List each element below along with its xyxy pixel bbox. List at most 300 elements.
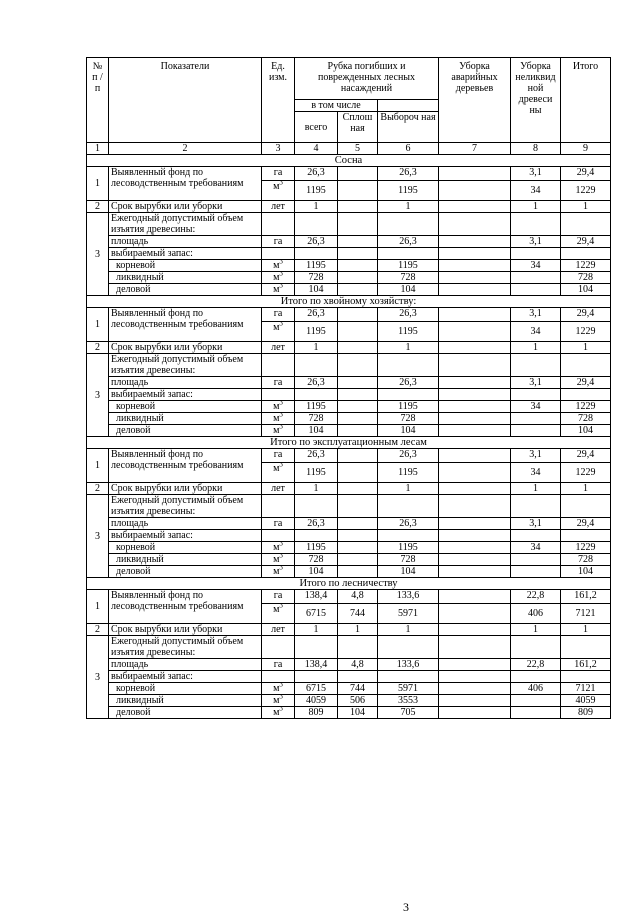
value-cell: 1229	[561, 181, 611, 201]
value-cell: 26,3	[378, 377, 439, 389]
value-cell	[439, 463, 511, 483]
value-cell: 138,4	[295, 659, 338, 671]
empty-cell	[295, 389, 338, 401]
value-cell	[439, 624, 511, 636]
unit-label: м	[273, 425, 280, 436]
empty-cell	[295, 495, 338, 518]
empty-cell	[262, 354, 295, 377]
value-cell: 728	[561, 554, 611, 566]
value-cell	[439, 308, 511, 322]
table-row	[87, 284, 611, 296]
empty-cell	[262, 389, 295, 401]
value-cell	[439, 167, 511, 181]
unit-cell	[262, 401, 295, 413]
section-title-row	[87, 578, 611, 590]
indicator-label: выбираемый запас:	[109, 530, 262, 542]
value-cell: 728	[295, 272, 338, 284]
value-cell: 1195	[378, 181, 439, 201]
empty-cell	[295, 671, 338, 683]
unit-label: га	[273, 449, 283, 460]
document-page	[86, 57, 610, 914]
empty-cell	[439, 636, 511, 659]
value-cell: 104	[378, 425, 439, 437]
value-cell	[338, 260, 378, 272]
table-row	[87, 518, 611, 530]
column-number: 1	[87, 143, 109, 155]
value-cell: 29,4	[561, 518, 611, 530]
value-cell: 34	[511, 260, 561, 272]
indicator-label: корневой	[109, 542, 262, 554]
forest-harvest-table	[86, 57, 611, 719]
indicator-label: Выявленный фонд по лесоводственным требованиям	[109, 308, 262, 342]
value-cell: 1	[561, 483, 611, 495]
value-cell: 1195	[295, 322, 338, 342]
table-row	[87, 566, 611, 578]
indicator-label: Ежегодный допустимый объем изъятия древесины:	[109, 354, 262, 377]
value-cell	[338, 236, 378, 248]
value-cell: 705	[378, 707, 439, 719]
empty-cell	[511, 530, 561, 542]
value-cell: 744	[338, 604, 378, 624]
row-number: 3	[87, 495, 109, 578]
empty-cell	[561, 671, 611, 683]
value-cell: 6715	[295, 683, 338, 695]
unit-superscript: 3	[279, 283, 283, 290]
unit-label: га	[273, 659, 283, 670]
value-cell: 104	[561, 566, 611, 578]
value-cell	[338, 566, 378, 578]
unit-superscript: 3	[279, 682, 283, 689]
header-selective: Выбороч ная	[378, 112, 439, 143]
value-cell: 728	[378, 272, 439, 284]
unit-label: м	[273, 554, 280, 565]
empty-cell	[378, 671, 439, 683]
empty-cell	[511, 248, 561, 260]
unit-cell	[262, 236, 295, 248]
value-cell	[439, 425, 511, 437]
table-row	[87, 167, 611, 181]
table-row	[87, 449, 611, 463]
value-cell	[338, 272, 378, 284]
value-cell: 744	[338, 683, 378, 695]
value-cell: 26,3	[295, 167, 338, 181]
indicator-label: Срок вырубки или уборки	[109, 201, 262, 213]
value-cell	[338, 425, 378, 437]
value-cell	[439, 377, 511, 389]
value-cell: 138,4	[295, 590, 338, 604]
row-number: 1	[87, 449, 109, 483]
table-row	[87, 354, 611, 377]
header-itogo: Итого	[561, 58, 611, 143]
section-title-row	[87, 437, 611, 449]
unit-label: лет	[271, 342, 285, 353]
row-number: 1	[87, 308, 109, 342]
value-cell: 1195	[378, 401, 439, 413]
value-cell: 728	[378, 554, 439, 566]
indicator-label: деловой	[109, 425, 262, 437]
value-cell: 22,8	[511, 590, 561, 604]
page-number: 3	[403, 900, 409, 914]
unit-label: м	[273, 413, 280, 424]
empty-cell	[338, 636, 378, 659]
value-cell	[439, 483, 511, 495]
indicator-label: площадь	[109, 659, 262, 671]
value-cell: 1	[511, 342, 561, 354]
table-row	[87, 201, 611, 213]
value-cell: 1195	[378, 260, 439, 272]
unit-cell	[262, 707, 295, 719]
unit-cell	[262, 604, 295, 624]
value-cell: 1195	[295, 463, 338, 483]
value-cell: 3,1	[511, 377, 561, 389]
empty-cell	[511, 354, 561, 377]
value-cell: 104	[295, 284, 338, 296]
unit-cell	[262, 260, 295, 272]
value-cell: 506	[338, 695, 378, 707]
value-cell: 104	[561, 425, 611, 437]
empty-cell	[295, 354, 338, 377]
value-cell	[439, 272, 511, 284]
value-cell: 3,1	[511, 236, 561, 248]
value-cell: 104	[561, 284, 611, 296]
table-row	[87, 590, 611, 604]
value-cell	[511, 566, 561, 578]
unit-superscript: 3	[279, 603, 283, 610]
indicator-label: ликвидный	[109, 272, 262, 284]
value-cell: 1195	[295, 542, 338, 554]
value-cell: 104	[295, 566, 338, 578]
row-number: 3	[87, 354, 109, 437]
unit-label: га	[273, 590, 283, 601]
empty-cell	[439, 354, 511, 377]
value-cell: 29,4	[561, 236, 611, 248]
header-clear: Сплош ная	[338, 112, 378, 143]
unit-cell	[262, 425, 295, 437]
value-cell: 4,8	[338, 590, 378, 604]
indicator-label: ликвидный	[109, 413, 262, 425]
value-cell: 1229	[561, 260, 611, 272]
empty-cell	[511, 495, 561, 518]
unit-cell	[262, 554, 295, 566]
unit-superscript: 3	[279, 541, 283, 548]
empty-cell	[338, 389, 378, 401]
table-row	[87, 389, 611, 401]
value-cell	[338, 201, 378, 213]
value-cell: 728	[561, 413, 611, 425]
indicator-label: Выявленный фонд по лесоводственным требованиям	[109, 590, 262, 624]
value-cell: 406	[511, 604, 561, 624]
value-cell: 1195	[295, 181, 338, 201]
value-cell: 26,3	[378, 308, 439, 322]
value-cell: 728	[561, 272, 611, 284]
value-cell: 1195	[378, 322, 439, 342]
value-cell: 29,4	[561, 449, 611, 463]
table-row	[87, 659, 611, 671]
value-cell	[338, 542, 378, 554]
empty-cell	[378, 530, 439, 542]
empty-cell	[262, 248, 295, 260]
table-row	[87, 413, 611, 425]
value-cell: 104	[295, 425, 338, 437]
unit-label: м	[273, 707, 280, 718]
column-number: 4	[295, 143, 338, 155]
section-title-row	[87, 296, 611, 308]
empty-cell	[378, 354, 439, 377]
value-cell	[338, 401, 378, 413]
value-cell: 1	[511, 201, 561, 213]
table-row	[87, 308, 611, 322]
value-cell: 133,6	[378, 659, 439, 671]
empty-cell	[262, 636, 295, 659]
indicator-label: площадь	[109, 236, 262, 248]
unit-cell	[262, 659, 295, 671]
empty-cell	[561, 248, 611, 260]
value-cell: 104	[338, 707, 378, 719]
value-cell: 809	[561, 707, 611, 719]
indicator-label: ликвидный	[109, 695, 262, 707]
value-cell	[439, 590, 511, 604]
value-cell: 4059	[561, 695, 611, 707]
value-cell: 1	[295, 342, 338, 354]
table-row	[87, 671, 611, 683]
value-cell: 104	[378, 566, 439, 578]
empty-cell	[511, 389, 561, 401]
indicator-label: деловой	[109, 566, 262, 578]
value-cell: 34	[511, 401, 561, 413]
value-cell: 1	[511, 624, 561, 636]
section-title: Сосна	[87, 155, 611, 167]
unit-cell	[262, 201, 295, 213]
table-row	[87, 377, 611, 389]
unit-cell	[262, 695, 295, 707]
value-cell: 1	[561, 342, 611, 354]
table-row	[87, 425, 611, 437]
unit-cell	[262, 463, 295, 483]
empty-cell	[439, 389, 511, 401]
unit-label: м	[273, 322, 280, 333]
header-num: № п / п	[87, 58, 109, 143]
value-cell: 1	[561, 201, 611, 213]
empty-cell	[561, 636, 611, 659]
unit-label: лет	[271, 624, 285, 635]
header-total: всего	[295, 112, 338, 143]
unit-cell	[262, 683, 295, 695]
section-title: Итого по лесничеству	[87, 578, 611, 590]
unit-label: м	[273, 566, 280, 577]
value-cell	[511, 272, 561, 284]
unit-cell	[262, 624, 295, 636]
value-cell	[338, 377, 378, 389]
unit-label: га	[273, 308, 283, 319]
empty-cell	[338, 495, 378, 518]
unit-cell	[262, 518, 295, 530]
empty-cell	[511, 671, 561, 683]
value-cell	[338, 181, 378, 201]
value-cell: 1	[378, 201, 439, 213]
value-cell: 1	[378, 483, 439, 495]
unit-label: м	[273, 401, 280, 412]
unit-label: м	[273, 604, 280, 615]
value-cell	[439, 236, 511, 248]
value-cell	[511, 707, 561, 719]
column-number: 3	[262, 143, 295, 155]
empty-cell	[561, 389, 611, 401]
indicator-label: площадь	[109, 377, 262, 389]
empty-cell	[439, 248, 511, 260]
header-cutting: Рубка погибших и поврежденных лесных насаждений	[295, 58, 439, 100]
unit-cell	[262, 590, 295, 604]
unit-superscript: 3	[279, 553, 283, 560]
unit-cell	[262, 449, 295, 463]
empty-cell	[378, 495, 439, 518]
indicator-label: Ежегодный допустимый объем изъятия древесины:	[109, 495, 262, 518]
indicator-label: выбираемый запас:	[109, 671, 262, 683]
value-cell: 1229	[561, 322, 611, 342]
header-nonliquid: Уборка неликвид ной древеси ны	[511, 58, 561, 143]
value-cell: 26,3	[378, 167, 439, 181]
row-number: 2	[87, 483, 109, 495]
indicator-label: Срок вырубки или уборки	[109, 483, 262, 495]
unit-cell	[262, 322, 295, 342]
value-cell: 4059	[295, 695, 338, 707]
header-unit: Ед. изм.	[262, 58, 295, 143]
value-cell: 1	[511, 483, 561, 495]
indicator-label: Выявленный фонд по лесоводственным требованиям	[109, 167, 262, 201]
table-row	[87, 342, 611, 354]
indicator-label: Ежегодный допустимый объем изъятия древесины:	[109, 213, 262, 236]
value-cell	[439, 518, 511, 530]
value-cell: 7121	[561, 683, 611, 695]
unit-cell	[262, 181, 295, 201]
value-cell: 3553	[378, 695, 439, 707]
value-cell: 1	[378, 342, 439, 354]
unit-superscript: 3	[279, 694, 283, 701]
table-row	[87, 554, 611, 566]
value-cell	[338, 554, 378, 566]
unit-superscript: 3	[279, 400, 283, 407]
empty-cell	[561, 530, 611, 542]
value-cell: 728	[295, 413, 338, 425]
row-number: 2	[87, 342, 109, 354]
value-cell: 133,6	[378, 590, 439, 604]
value-cell	[439, 554, 511, 566]
value-cell: 161,2	[561, 659, 611, 671]
value-cell	[338, 167, 378, 181]
column-number: 2	[109, 143, 262, 155]
value-cell	[511, 284, 561, 296]
value-cell	[439, 659, 511, 671]
unit-superscript: 3	[279, 259, 283, 266]
value-cell: 161,2	[561, 590, 611, 604]
empty-cell	[338, 671, 378, 683]
value-cell: 5971	[378, 683, 439, 695]
table-row	[87, 624, 611, 636]
value-cell	[439, 707, 511, 719]
indicator-label: выбираемый запас:	[109, 389, 262, 401]
unit-superscript: 3	[279, 321, 283, 328]
value-cell	[439, 260, 511, 272]
empty-cell	[511, 636, 561, 659]
table-row	[87, 483, 611, 495]
section-title: Итого по эксплуатационным лесам	[87, 437, 611, 449]
value-cell	[439, 401, 511, 413]
value-cell	[439, 542, 511, 554]
unit-label: м	[273, 542, 280, 553]
unit-cell	[262, 377, 295, 389]
value-cell	[511, 413, 561, 425]
table-row	[87, 213, 611, 236]
value-cell	[439, 413, 511, 425]
value-cell: 29,4	[561, 377, 611, 389]
unit-superscript: 3	[279, 412, 283, 419]
header-including: в том числе	[295, 100, 378, 112]
value-cell	[338, 342, 378, 354]
indicator-label: Срок вырубки или уборки	[109, 342, 262, 354]
unit-superscript: 3	[279, 180, 283, 187]
indicator-label: корневой	[109, 260, 262, 272]
value-cell: 3,1	[511, 308, 561, 322]
empty-cell	[561, 495, 611, 518]
value-cell: 3,1	[511, 449, 561, 463]
value-cell: 4,8	[338, 659, 378, 671]
column-number: 5	[338, 143, 378, 155]
indicator-label: ликвидный	[109, 554, 262, 566]
table-row	[87, 236, 611, 248]
value-cell: 1	[295, 483, 338, 495]
unit-cell	[262, 483, 295, 495]
row-number: 3	[87, 213, 109, 296]
value-cell: 26,3	[295, 518, 338, 530]
indicator-label: Выявленный фонд по лесоводственным требованиям	[109, 449, 262, 483]
value-cell	[439, 566, 511, 578]
value-cell: 34	[511, 322, 561, 342]
value-cell: 3,1	[511, 167, 561, 181]
indicator-label: деловой	[109, 284, 262, 296]
value-cell: 5971	[378, 604, 439, 624]
value-cell: 26,3	[378, 236, 439, 248]
value-cell: 29,4	[561, 308, 611, 322]
value-cell	[511, 425, 561, 437]
unit-label: га	[273, 167, 283, 178]
empty-cell	[439, 495, 511, 518]
unit-superscript: 3	[279, 462, 283, 469]
indicator-label: выбираемый запас:	[109, 248, 262, 260]
section-title: Итого по хвойному хозяйству:	[87, 296, 611, 308]
value-cell: 1195	[378, 542, 439, 554]
value-cell	[439, 284, 511, 296]
table-row	[87, 695, 611, 707]
empty-cell	[378, 389, 439, 401]
empty-cell	[295, 530, 338, 542]
unit-cell	[262, 272, 295, 284]
value-cell: 6715	[295, 604, 338, 624]
unit-label: м	[273, 463, 280, 474]
unit-label: лет	[271, 483, 285, 494]
value-cell: 728	[378, 413, 439, 425]
table-row	[87, 272, 611, 284]
value-cell: 3,1	[511, 518, 561, 530]
value-cell	[439, 181, 511, 201]
column-number: 9	[561, 143, 611, 155]
value-cell	[338, 463, 378, 483]
empty-cell	[262, 495, 295, 518]
value-cell	[439, 201, 511, 213]
empty-cell	[338, 248, 378, 260]
indicator-label: Ежегодный допустимый объем изъятия древесины:	[109, 636, 262, 659]
column-number: 8	[511, 143, 561, 155]
unit-label: га	[273, 236, 283, 247]
value-cell	[338, 322, 378, 342]
